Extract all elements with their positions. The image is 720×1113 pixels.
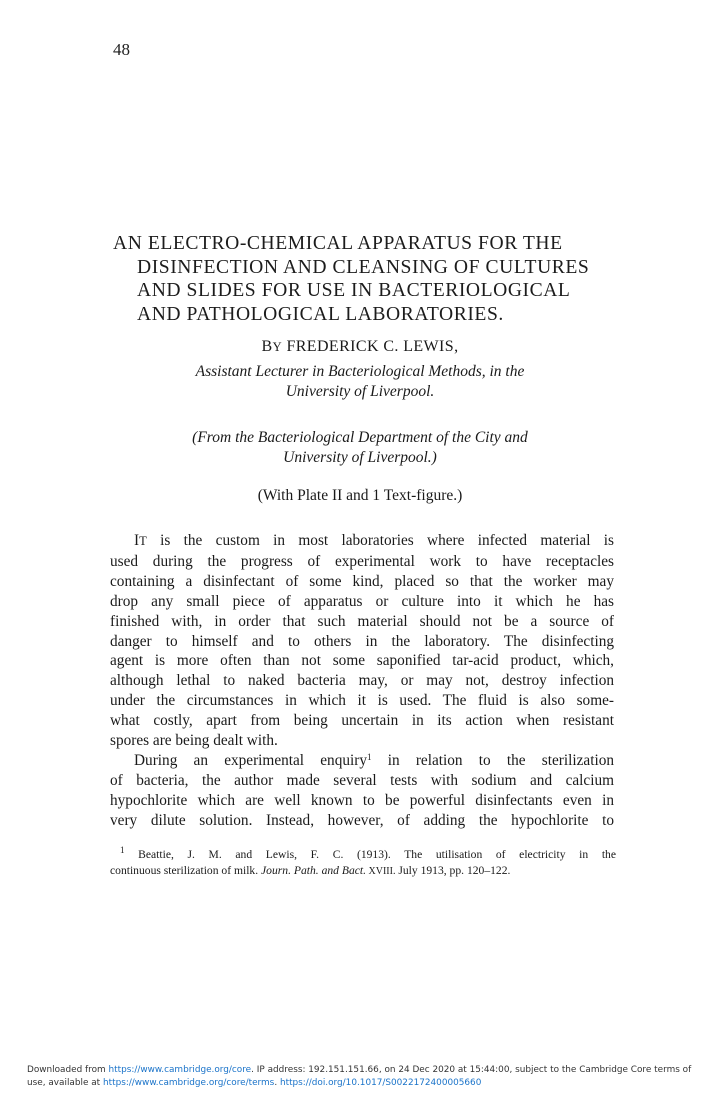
- line-text: in relation to the sterilization: [371, 751, 614, 769]
- body-line: [110, 751, 614, 771]
- notice-text: use, available at: [27, 1078, 103, 1088]
- byline: [0, 338, 720, 356]
- body-line: agent is more often than not some saponified tar-acid product, which,: [110, 652, 614, 670]
- terms-link[interactable]: https://www.cambridge.org/core/terms: [102, 1078, 275, 1088]
- body-line: under the circumstances in which it is used. The fluid is also some-: [110, 692, 614, 710]
- line-text: During an experimental enquiry: [134, 751, 367, 769]
- source-line: University of Liverpool.): [283, 449, 437, 466]
- plate-note: (With Plate II and 1 Text-figure.): [257, 487, 463, 504]
- author-affiliation: [0, 362, 720, 402]
- body-line: what costly, apart from being uncertain in its action when resistant: [110, 712, 614, 730]
- drop-initial: I: [134, 532, 140, 549]
- body-line: spores are being dealt with.: [110, 732, 278, 750]
- article-title: [113, 232, 623, 326]
- footnote-line: [110, 847, 616, 863]
- title-line: AN ELECTRO-CHEMICAL APPARATUS FOR THE: [113, 233, 563, 254]
- volume: XVIII.: [366, 866, 396, 877]
- body-line: although lethal to naked bacteria may, or may not, destroy infection: [110, 672, 614, 690]
- body-line: used during the progress of experimental work to have receptacles: [110, 552, 614, 570]
- body-line: hypochlorite which are well known to be powerful disinfectants even in: [110, 791, 614, 809]
- body-line: finished with, in order that such material should not be a source of: [110, 612, 614, 630]
- notice-text: Downloaded from: [27, 1065, 109, 1075]
- notice-text: . IP address: 192.151.151.66, on 24 Dec 2020 at 15:44:00, subject to the Cambridge Core terms of: [251, 1065, 692, 1075]
- byline-prefix-rest: Y: [272, 340, 283, 354]
- footnote: [110, 847, 616, 880]
- footnote-text: July 1913, pp. 120–122.: [395, 864, 511, 877]
- byline-prefix-initial: B: [261, 338, 273, 355]
- source-line: (From the Bacteriological Department of the City and: [192, 429, 528, 446]
- footnote-marker: 1: [120, 845, 125, 855]
- author-name: FREDERICK C. LEWIS,: [286, 338, 459, 355]
- title-line: DISINFECTION AND CLEANSING OF CULTURES: [137, 256, 590, 278]
- body-line: drop any small piece of apparatus or culture into it which he has: [110, 592, 614, 610]
- footnote-text: Beattie, J. M. and Lewis, F. C. (1913). The utilisation of electricity in the: [124, 848, 616, 861]
- initial-smallcaps: T: [139, 534, 147, 548]
- line-text: is the custom in most laboratories where infected material is: [146, 532, 614, 549]
- body-line: danger to himself and to others in the laboratory. The disinfecting: [110, 632, 614, 650]
- title-line: AND PATHOLOGICAL LABORATORIES.: [137, 303, 504, 325]
- affiliation-line: Assistant Lecturer in Bacteriological Methods, in the: [195, 363, 525, 380]
- journal-title: Journ. Path. and Bact.: [261, 864, 367, 877]
- body-text: [110, 531, 614, 831]
- footnote-line: [110, 863, 616, 880]
- source-department: [0, 428, 720, 468]
- title-line: AND SLIDES FOR USE IN BACTERIOLOGICAL: [137, 280, 571, 301]
- footnote-text: continuous sterilization of milk.: [110, 864, 262, 877]
- cambridge-core-link[interactable]: https://www.cambridge.org/core: [108, 1065, 252, 1075]
- body-line: containing a disinfectant of some kind, placed so that the worker may: [110, 572, 614, 590]
- footnote-ref: 1: [367, 751, 372, 762]
- body-line: [110, 531, 614, 552]
- affiliation-line: University of Liverpool.: [285, 383, 435, 400]
- notice-text: .: [274, 1078, 280, 1088]
- download-notice: [27, 1064, 707, 1090]
- body-line: of bacteria, the author made several tests with sodium and calcium: [110, 771, 614, 789]
- body-line: very dilute solution. Instead, however, of adding the hypochlorite to: [110, 811, 614, 829]
- doi-link[interactable]: https://doi.org/10.1017/S0022172400005660: [279, 1078, 482, 1088]
- page-number: 48: [113, 40, 130, 59]
